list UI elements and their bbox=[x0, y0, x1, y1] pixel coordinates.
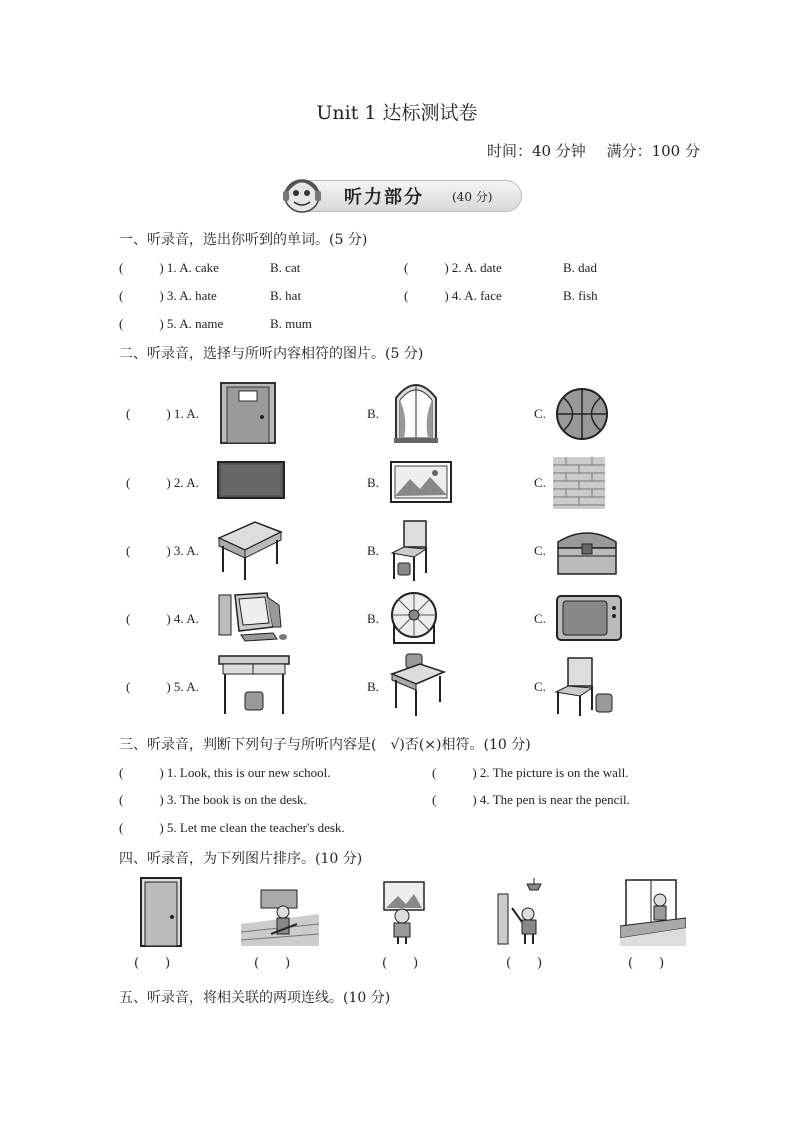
banner-score: (40 分) bbox=[452, 190, 493, 204]
section-2-heading: 二、听录音，选择与所听内容相符的图片。(5 分) bbox=[119, 346, 424, 362]
s2-row-5-b: B. bbox=[367, 679, 379, 694]
section-5-heading: 五、听录音，将相关联的两项连线。(10 分) bbox=[119, 990, 391, 1006]
s4-answer-4[interactable]: ( ) bbox=[506, 956, 543, 971]
treasure-box-picture bbox=[554, 524, 620, 578]
s1-item-1-b: B. cat bbox=[270, 260, 301, 275]
s2-row-4-c: C. bbox=[534, 611, 546, 626]
s2-row-2-b: B. bbox=[367, 475, 379, 490]
time-limit: 时间：40 分钟 bbox=[486, 142, 586, 160]
fan-picture bbox=[388, 591, 440, 647]
blackboard-picture bbox=[217, 461, 285, 499]
page-title: Unit 1 达标测试卷 bbox=[316, 102, 478, 124]
bag-near-chair-picture bbox=[554, 656, 616, 718]
desk-picture bbox=[215, 518, 283, 582]
s3-item-4: ( ) 4. The pen is near the pencil. bbox=[432, 792, 630, 807]
section-4-heading: 四、听录音，为下列图片排序。(10 分) bbox=[119, 851, 363, 867]
s4-answer-5[interactable]: ( ) bbox=[628, 956, 665, 971]
s1-item-2-b: B. dad bbox=[563, 260, 597, 275]
s2-row-5-c: C. bbox=[534, 679, 546, 694]
s1-item-4-b: B. fish bbox=[563, 288, 598, 303]
answer-paren: ( bbox=[119, 260, 124, 275]
banner-title: 听力部分 bbox=[344, 187, 424, 208]
s3-item-5: ( ) 5. Let me clean the teacher's desk. bbox=[119, 820, 345, 835]
picture-frame-picture bbox=[390, 461, 452, 503]
section-1-heading: 一、听录音，选出你听到的单词。(5 分) bbox=[119, 232, 368, 248]
s1-item-3: ( ) 3. A. hate bbox=[119, 288, 217, 303]
cartoon-headphone-icon bbox=[280, 174, 326, 216]
s2-row-1-b: B. bbox=[367, 406, 379, 421]
s3-item-1: ( ) 1. Look, this is our new school. bbox=[119, 765, 331, 780]
window-picture bbox=[394, 378, 438, 444]
s1-item-1: ( ) 1. A. cake bbox=[119, 260, 219, 275]
s4-answer-2[interactable]: ( ) bbox=[254, 956, 291, 971]
bag-on-desk-picture bbox=[390, 652, 446, 718]
tv-picture bbox=[555, 592, 623, 644]
s1-item-5: ( ) 5. A. name bbox=[119, 316, 224, 331]
s2-row-2-c: C. bbox=[534, 475, 546, 490]
door-picture bbox=[217, 381, 279, 445]
s2-row-1-label: ( ) 1. A. bbox=[126, 406, 199, 421]
s3-item-2: ( ) 2. The picture is on the wall. bbox=[432, 765, 629, 780]
s1-item-2: ( ) 2. A. date bbox=[404, 260, 502, 275]
listening-banner bbox=[280, 174, 520, 214]
s1-item-4: ( ) 4. A. face bbox=[404, 288, 502, 303]
s1-item-5-b: B. mum bbox=[270, 316, 312, 331]
s2-row-3-c: C. bbox=[534, 543, 546, 558]
s2-row-2-label: ( ) 2. A. bbox=[126, 475, 199, 490]
s3-item-3: ( ) 3. The book is on the desk. bbox=[119, 792, 307, 807]
s4-answer-1[interactable]: ( ) bbox=[134, 956, 171, 971]
s4-picture-picture bbox=[376, 880, 432, 946]
s2-row-4-label: ( ) 4. A. bbox=[126, 611, 199, 626]
s4-floor-picture bbox=[241, 884, 319, 946]
s1-item-3-b: B. hat bbox=[270, 288, 302, 303]
bag-under-desk-picture bbox=[217, 654, 291, 716]
s4-light-picture bbox=[494, 878, 562, 946]
s2-row-1-c: C. bbox=[534, 406, 546, 421]
s4-window-picture bbox=[620, 878, 686, 946]
exam-meta bbox=[471, 140, 700, 161]
full-score: 满分：100 分 bbox=[606, 142, 700, 160]
section-3-heading: 三、听录音，判断下列句子与所听内容是( √)否(×)相符。(10 分) bbox=[119, 737, 531, 753]
s2-row-4-b: B. bbox=[367, 611, 379, 626]
s4-door-picture bbox=[140, 877, 182, 947]
chair-with-bag-picture bbox=[388, 519, 434, 583]
s4-answer-3[interactable]: ( ) bbox=[382, 956, 419, 971]
s2-row-5-label: ( ) 5. A. bbox=[126, 679, 199, 694]
computer-picture bbox=[217, 591, 289, 643]
brick-wall-picture bbox=[553, 457, 605, 509]
ball-picture bbox=[555, 387, 609, 441]
s2-row-3-label: ( ) 3. A. bbox=[126, 543, 199, 558]
s2-row-3-b: B. bbox=[367, 543, 379, 558]
